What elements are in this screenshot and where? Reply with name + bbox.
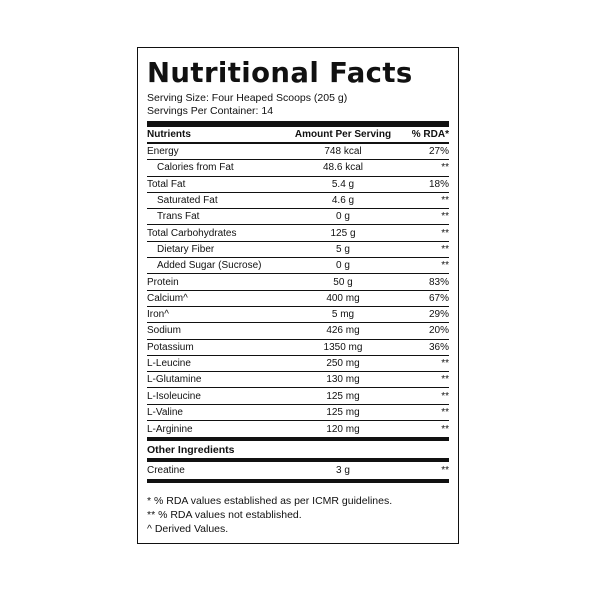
nutrient-amount: 50 g: [333, 276, 353, 288]
table-row: [147, 388, 449, 404]
nutrient-name: Trans Fat: [157, 211, 200, 223]
nutrient-name: Protein: [147, 276, 179, 288]
nutrient-amount: 5.4 g: [331, 178, 355, 190]
nutrient-rda: **: [441, 423, 449, 435]
nutrient-name: L-Valine: [147, 406, 183, 418]
table-row: [147, 160, 449, 176]
table-row: [147, 405, 449, 421]
table-row: [147, 242, 449, 258]
nutrient-amount: 3 g: [336, 464, 350, 476]
other-ingredient-rows: [147, 462, 449, 478]
header-amount: Amount Per Serving: [294, 129, 392, 140]
nutrient-amount: 4.6 g: [331, 195, 355, 207]
nutrient-amount: 120 mg: [326, 423, 360, 435]
nutrient-amount: 48.6 kcal: [322, 162, 364, 174]
table-row: [147, 144, 449, 160]
nutrient-name: Saturated Fat: [157, 195, 218, 207]
nutrient-rda: 18%: [428, 178, 449, 190]
other-ingredients-title: Other Ingredients: [147, 443, 235, 456]
nutrient-amount: 426 mg: [326, 325, 360, 337]
header-nutrients: Nutrients: [147, 129, 191, 140]
nutrient-name: Added Sugar (Sucrose): [157, 260, 262, 272]
nutrient-amount: 748 kcal: [324, 146, 362, 158]
table-row: [147, 291, 449, 307]
nutrient-rda: **: [441, 260, 449, 272]
nutrient-rda: **: [441, 211, 449, 223]
header-rda: % RDA*: [411, 129, 449, 140]
nutrient-name: Calories from Fat: [157, 162, 234, 174]
footnote: * % RDA values established as per ICMR guidelines.: [147, 494, 393, 507]
nutrient-amount: 1350 mg: [323, 341, 363, 353]
nutrient-amount: 125 mg: [326, 390, 360, 402]
nutrient-amount: 130 mg: [326, 374, 360, 386]
nutrient-rda: **: [441, 390, 449, 402]
nutrient-name: Dietary Fiber: [157, 243, 215, 255]
nutrient-amount: 0 g: [336, 211, 350, 223]
table-row: [147, 274, 449, 290]
footnote: ^ Derived Values.: [147, 522, 229, 535]
nutrient-amount: 400 mg: [326, 292, 360, 304]
nutrient-amount: 125 mg: [326, 406, 360, 418]
nutrient-rda: 36%: [428, 341, 449, 353]
nutrition-facts-panel: [137, 47, 459, 544]
nutrient-rda: **: [441, 162, 449, 174]
nutrient-name: Energy: [147, 146, 179, 158]
table-row: [147, 462, 449, 478]
nutrient-name: Calcium^: [147, 292, 188, 304]
nutrient-rda: 27%: [428, 146, 449, 158]
nutrient-name: L-Leucine: [147, 358, 191, 369]
serving-size: Serving Size: Four Heaped Scoops (205 g): [147, 92, 348, 104]
table-row: [147, 340, 449, 356]
nutrient-rda: **: [441, 243, 449, 255]
table-row: [147, 258, 449, 274]
nutrient-rows: [147, 144, 449, 437]
nutrient-amount: 5 g: [336, 243, 350, 255]
nutrient-rda: **: [441, 464, 449, 476]
table-row: [147, 307, 449, 323]
footnote: ** % RDA values not established.: [147, 508, 302, 521]
nutrient-rda: 29%: [428, 309, 449, 321]
nutrient-amount: 125 g: [330, 227, 356, 239]
nutrient-name: L-Arginine: [147, 423, 193, 435]
servings-per-container: Servings Per Container: 14: [147, 105, 274, 117]
nutrient-name: L-Isoleucine: [147, 390, 201, 402]
nutrient-name: Sodium: [147, 325, 181, 337]
nutrient-name: Iron^: [147, 309, 169, 321]
nutrient-name: Total Carbohydrates: [147, 227, 237, 239]
bottom-divider: [147, 479, 449, 483]
nutrient-rda: **: [441, 374, 449, 386]
nutrient-rda: **: [441, 358, 449, 369]
nutrient-rda: 83%: [428, 276, 449, 288]
table-row: [147, 356, 449, 372]
nutrient-rda: **: [441, 406, 449, 418]
table-header: [147, 127, 449, 142]
nutrient-name: Total Fat: [147, 178, 186, 190]
table-row: [147, 372, 449, 388]
table-row: [147, 209, 449, 225]
nutrient-name: Creatine: [147, 464, 185, 476]
nutrient-amount: 0 g: [336, 260, 350, 272]
table-row: [147, 193, 449, 209]
nutrient-name: L-Glutamine: [147, 374, 202, 386]
table-row: [147, 421, 449, 437]
nutrient-rda: **: [441, 195, 449, 207]
footnotes: [147, 494, 449, 536]
table-row: [147, 225, 449, 241]
nutrient-rda: **: [441, 227, 449, 239]
table-row: [147, 323, 449, 339]
nutrient-amount: 5 mg: [331, 309, 355, 321]
nutrient-name: Potassium: [147, 341, 194, 353]
nutrient-rda: 67%: [428, 292, 449, 304]
nutrient-rda: 20%: [428, 325, 449, 337]
nutrient-amount: 250 mg: [326, 358, 360, 369]
label-title: Nutritional Facts: [147, 57, 413, 89]
table-row: [147, 177, 449, 193]
